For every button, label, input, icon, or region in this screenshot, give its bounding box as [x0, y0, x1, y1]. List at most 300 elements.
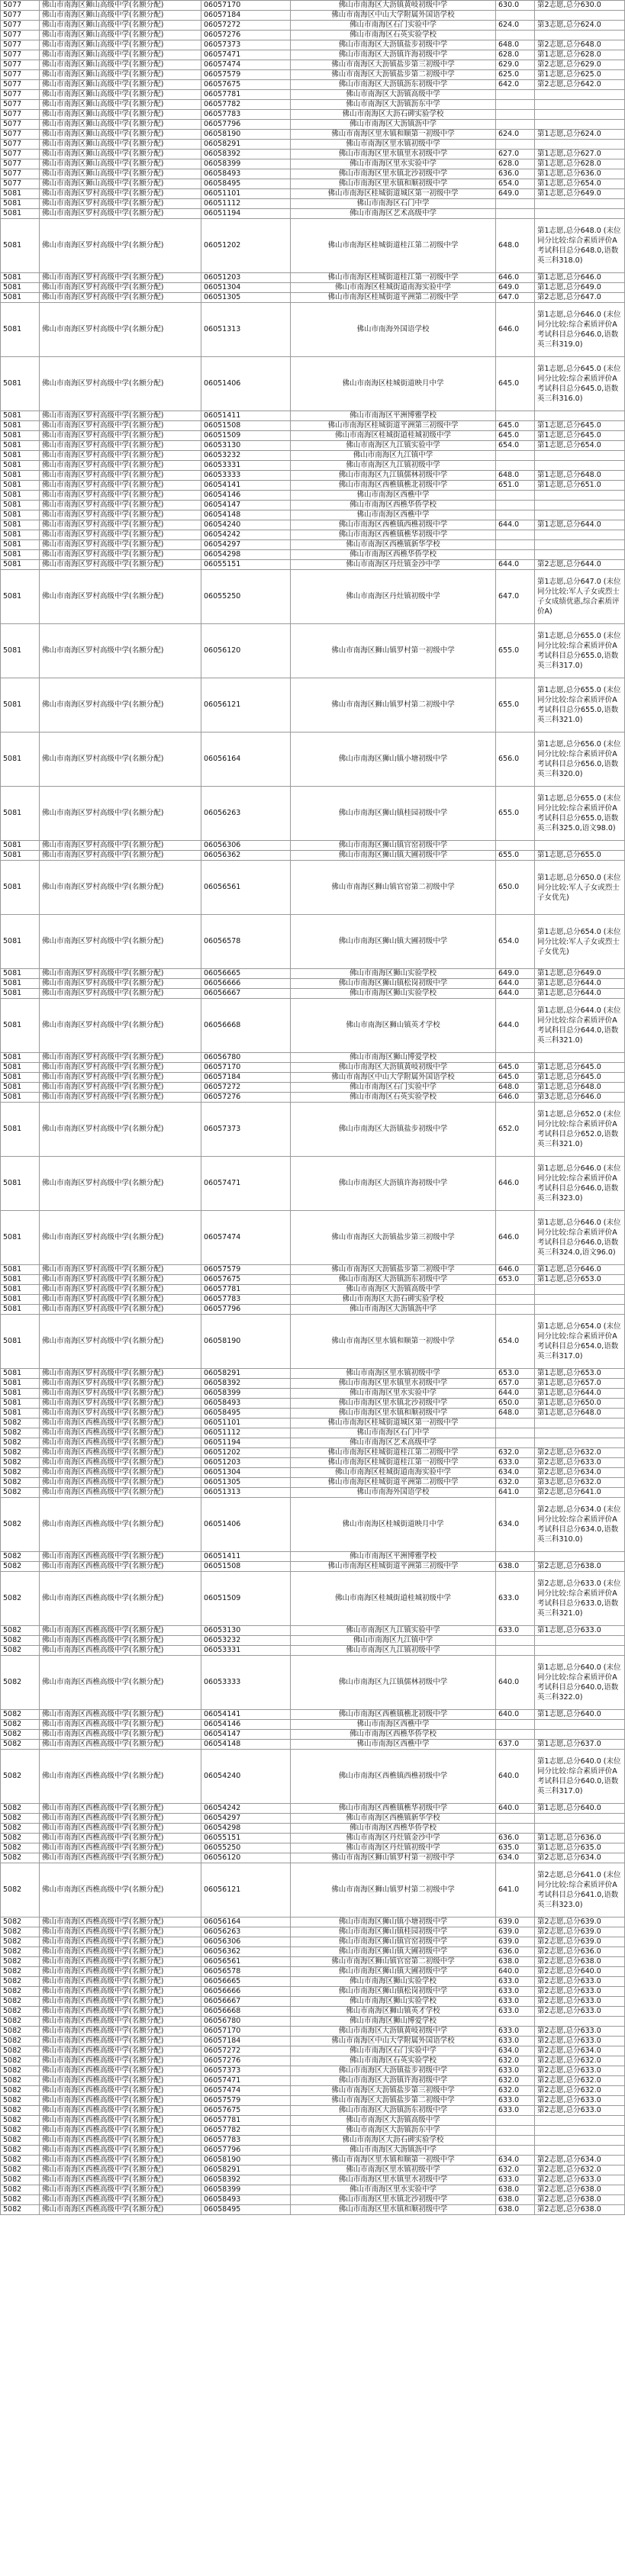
school-code-cell: 5077	[1, 60, 40, 70]
school-code-cell: 5082	[1, 2066, 40, 2076]
high-school-name-cell: 佛山市南海区罗村高级中学(名额分配)	[40, 969, 201, 979]
table-row	[1, 2116, 625, 2126]
table-row	[1, 219, 625, 273]
table-row	[1, 1626, 625, 1636]
junior-school-name-cell: 佛山市南海区大沥镇沥东中学	[291, 2126, 496, 2136]
remark-cell: 第2志愿,总分634.0	[535, 1468, 625, 1478]
score-cell: 648.0	[496, 40, 535, 50]
table-row	[1, 1710, 625, 1720]
remark-cell	[535, 2136, 625, 2146]
school-code-cell: 5082	[1, 1730, 40, 1740]
school-code-cell: 5082	[1, 1997, 40, 2007]
junior-school-code-cell: 06057782	[201, 100, 291, 110]
junior-school-code-cell: 06056666	[201, 979, 291, 989]
junior-school-code-cell: 06051112	[201, 1428, 291, 1438]
high-school-name-cell: 佛山市南海区罗村高级中学(名额分配)	[40, 570, 201, 624]
score-cell	[496, 1730, 535, 1740]
table-row	[1, 199, 625, 209]
high-school-name-cell: 佛山市南海区狮山高级中学(名额分配)	[40, 60, 201, 70]
junior-school-code-cell: 06056561	[201, 861, 291, 915]
school-code-cell: 5082	[1, 1562, 40, 1572]
high-school-name-cell: 佛山市南海区西樵高级中学(名额分配)	[40, 2136, 201, 2146]
school-code-cell: 5081	[1, 357, 40, 411]
remark-cell: 第1志愿,总分653.0	[535, 1275, 625, 1285]
score-cell: 633.0	[496, 2106, 535, 2116]
table-row	[1, 1918, 625, 1927]
remark-cell: 第2志愿,总分638.0	[535, 2205, 625, 2215]
score-cell	[496, 1295, 535, 1305]
junior-school-name-cell: 佛山市南海区大沥镇许海初级中学	[291, 1157, 496, 1211]
score-cell	[496, 510, 535, 520]
junior-school-code-cell: 06057783	[201, 110, 291, 120]
junior-school-code-cell: 06057170	[201, 1063, 291, 1073]
high-school-name-cell: 佛山市南海区罗村高级中学(名额分配)	[40, 851, 201, 861]
school-code-cell: 5081	[1, 1157, 40, 1211]
school-code-cell: 5081	[1, 1389, 40, 1399]
junior-school-name-cell: 佛山市南海区西樵华侨学校	[291, 1824, 496, 1834]
school-code-cell: 5082	[1, 2116, 40, 2126]
junior-school-code-cell: 06053130	[201, 1626, 291, 1636]
remark-cell	[535, 530, 625, 540]
table-row	[1, 273, 625, 283]
junior-school-name-cell: 佛山市南海区里水镇初级中学	[291, 2165, 496, 2175]
junior-school-name-cell: 佛山市南海区里水镇北沙初级中学	[291, 1399, 496, 1409]
high-school-name-cell: 佛山市南海区西樵高级中学(名额分配)	[40, 1977, 201, 1987]
junior-school-name-cell: 佛山市南海区丹灶镇初级中学	[291, 1843, 496, 1853]
score-cell	[496, 2146, 535, 2156]
high-school-name-cell: 佛山市南海区西樵高级中学(名额分配)	[40, 1937, 201, 1947]
score-cell	[496, 209, 535, 219]
junior-school-code-cell: 06054146	[201, 1720, 291, 1730]
score-cell	[496, 841, 535, 851]
junior-school-code-cell: 06056667	[201, 989, 291, 999]
school-code-cell: 5077	[1, 159, 40, 169]
remark-cell: 第2志愿,总分633.0	[535, 2066, 625, 2076]
school-code-cell: 5081	[1, 1093, 40, 1103]
school-code-cell: 5082	[1, 1468, 40, 1478]
high-school-name-cell: 佛山市南海区狮山高级中学(名额分配)	[40, 150, 201, 159]
junior-school-name-cell: 佛山市南海区大沥镇沥东初级中学	[291, 80, 496, 90]
school-code-cell: 5082	[1, 1804, 40, 1814]
junior-school-code-cell: 06058190	[201, 130, 291, 140]
remark-cell: 第1志愿,总分640.0 (末位同分比较:综合素质评价A考试科目总分640.0,语数英三科322.0)	[535, 1656, 625, 1710]
high-school-name-cell: 佛山市南海区罗村高级中学(名额分配)	[40, 733, 201, 787]
table-row	[1, 189, 625, 199]
remark-cell: 第2志愿,总分638.0	[535, 2195, 625, 2205]
remark-cell: 第1志愿,总分624.0	[535, 130, 625, 140]
junior-school-code-cell: 06055250	[201, 570, 291, 624]
high-school-name-cell: 佛山市南海区罗村高级中学(名额分配)	[40, 431, 201, 441]
school-code-cell: 5082	[1, 1740, 40, 1750]
high-school-name-cell: 佛山市南海区罗村高级中学(名额分配)	[40, 1315, 201, 1369]
score-cell: 640.0	[496, 1750, 535, 1804]
junior-school-name-cell: 佛山市南海区狮山实验学校	[291, 989, 496, 999]
junior-school-code-cell: 06054297	[201, 1814, 291, 1824]
junior-school-name-cell: 佛山市南海区狮山镇罗村第一初级中学	[291, 624, 496, 678]
school-code-cell: 5081	[1, 491, 40, 501]
junior-school-code-cell: 06057579	[201, 70, 291, 80]
high-school-name-cell: 佛山市南海区西樵高级中学(名额分配)	[40, 1710, 201, 1720]
score-cell: 633.0	[496, 1997, 535, 2007]
junior-school-name-cell: 佛山市南海区狮山镇罗村第一初级中学	[291, 1853, 496, 1863]
score-cell: 657.0	[496, 1379, 535, 1389]
score-cell: 655.0	[496, 787, 535, 841]
score-cell: 634.0	[496, 2156, 535, 2165]
junior-school-code-cell: 06058291	[201, 1369, 291, 1379]
high-school-name-cell: 佛山市南海区罗村高级中学(名额分配)	[40, 491, 201, 501]
high-school-name-cell: 佛山市南海区罗村高级中学(名额分配)	[40, 1103, 201, 1157]
table-row	[1, 2066, 625, 2076]
junior-school-name-cell: 佛山市南海外国语学校	[291, 303, 496, 357]
score-cell: 633.0	[496, 1987, 535, 1997]
school-code-cell: 5081	[1, 733, 40, 787]
score-cell	[496, 491, 535, 501]
junior-school-name-cell: 佛山市南海区狮山镇大圃初级中学	[291, 1947, 496, 1957]
remark-cell: 第1志愿,总分635.0	[535, 1843, 625, 1853]
junior-school-name-cell: 佛山市南海区西樵镇樵北初级中学	[291, 1710, 496, 1720]
table-row	[1, 1834, 625, 1843]
table-row	[1, 169, 625, 179]
junior-school-code-cell: 06056578	[201, 915, 291, 969]
junior-school-code-cell: 06056164	[201, 733, 291, 787]
junior-school-code-cell: 06058493	[201, 169, 291, 179]
school-code-cell: 5077	[1, 1, 40, 11]
high-school-name-cell: 佛山市南海区罗村高级中学(名额分配)	[40, 1073, 201, 1083]
table-row	[1, 2126, 625, 2136]
table-row	[1, 2165, 625, 2175]
school-code-cell: 5081	[1, 209, 40, 219]
remark-cell: 第2志愿,总分639.0	[535, 1937, 625, 1947]
score-cell: 636.0	[496, 1947, 535, 1957]
school-code-cell: 5082	[1, 1957, 40, 1967]
table-row	[1, 2205, 625, 2215]
table-row	[1, 60, 625, 70]
junior-school-name-cell: 佛山市南海区平洲博雅学校	[291, 411, 496, 421]
remark-cell: 第1志愿,总分627.0	[535, 150, 625, 159]
junior-school-code-cell: 06056561	[201, 1957, 291, 1967]
junior-school-code-cell: 06058495	[201, 179, 291, 189]
remark-cell	[535, 11, 625, 21]
score-cell: 652.0	[496, 1103, 535, 1157]
table-row	[1, 179, 625, 189]
score-cell: 636.0	[496, 169, 535, 179]
junior-school-code-cell: 06057474	[201, 2086, 291, 2096]
school-code-cell: 5082	[1, 1448, 40, 1458]
table-row	[1, 1073, 625, 1083]
junior-school-name-cell: 佛山市南海区西樵镇樵北初级中学	[291, 481, 496, 491]
table-row	[1, 1103, 625, 1157]
high-school-name-cell: 佛山市南海区西樵高级中学(名额分配)	[40, 1927, 201, 1937]
remark-cell	[535, 1295, 625, 1305]
remark-cell: 第1志愿,总分648.0	[535, 1409, 625, 1418]
junior-school-name-cell: 佛山市南海区桂城街道城区第一初级中学	[291, 1418, 496, 1428]
table-row	[1, 1315, 625, 1369]
score-cell: 633.0	[496, 1572, 535, 1626]
score-cell: 646.0	[496, 1265, 535, 1275]
junior-school-name-cell: 佛山市南海区石门实验中学	[291, 2046, 496, 2056]
school-code-cell: 5082	[1, 2126, 40, 2136]
junior-school-name-cell: 佛山市南海区西樵镇新华学校	[291, 1814, 496, 1824]
junior-school-name-cell: 佛山市南海区九江镇初级中学	[291, 461, 496, 471]
junior-school-name-cell: 佛山市南海区狮山镇官窑第二初级中学	[291, 861, 496, 915]
score-cell	[496, 31, 535, 40]
table-row	[1, 550, 625, 560]
table-row	[1, 1957, 625, 1967]
high-school-name-cell: 佛山市南海区罗村高级中学(名额分配)	[40, 560, 201, 570]
table-row	[1, 283, 625, 293]
junior-school-code-cell: 06057276	[201, 2056, 291, 2066]
high-school-name-cell: 佛山市南海区狮山高级中学(名额分配)	[40, 110, 201, 120]
score-cell	[496, 1438, 535, 1448]
remark-cell: 第2志愿,总分633.0	[535, 1987, 625, 1997]
high-school-name-cell: 佛山市南海区罗村高级中学(名额分配)	[40, 999, 201, 1053]
high-school-name-cell: 佛山市南海区西樵高级中学(名额分配)	[40, 1498, 201, 1552]
high-school-name-cell: 佛山市南海区西樵高级中学(名额分配)	[40, 1562, 201, 1572]
junior-school-code-cell: 06057373	[201, 2066, 291, 2076]
remark-cell: 第1志愿,总分646.0	[535, 1265, 625, 1275]
table-row	[1, 989, 625, 999]
remark-cell: 第1志愿,总分656.0 (末位同分比较:综合素质评价A考试科目总分656.0,语数英三科320.0)	[535, 733, 625, 787]
school-code-cell: 5082	[1, 1498, 40, 1552]
remark-cell: 第1志愿,总分628.0	[535, 159, 625, 169]
junior-school-code-cell: 06051101	[201, 1418, 291, 1428]
school-code-cell: 5082	[1, 2037, 40, 2046]
remark-cell	[535, 110, 625, 120]
junior-school-name-cell: 佛山市南海区大沥镇盐步第二初级中学	[291, 2096, 496, 2106]
table-row	[1, 1814, 625, 1824]
table-row	[1, 1572, 625, 1626]
school-code-cell: 5082	[1, 1834, 40, 1843]
score-cell: 628.0	[496, 159, 535, 169]
high-school-name-cell: 佛山市南海区罗村高级中学(名额分配)	[40, 481, 201, 491]
high-school-name-cell: 佛山市南海区罗村高级中学(名额分配)	[40, 520, 201, 530]
table-row	[1, 421, 625, 431]
junior-school-code-cell: 06058392	[201, 150, 291, 159]
table-row	[1, 1063, 625, 1073]
high-school-name-cell: 佛山市南海区西樵高级中学(名额分配)	[40, 1730, 201, 1740]
junior-school-name-cell: 佛山市南海区丹灶镇金沙中学	[291, 560, 496, 570]
school-code-cell: 5081	[1, 851, 40, 861]
table-row	[1, 501, 625, 510]
remark-cell	[535, 1418, 625, 1428]
table-row	[1, 357, 625, 411]
score-cell: 654.0	[496, 915, 535, 969]
remark-cell: 第1志愿,总分646.0 (末位同分比较:综合素质评价A考试科目总分646.0,语数英三科319.0)	[535, 303, 625, 357]
junior-school-name-cell: 佛山市南海区狮山镇大圃初级中学	[291, 915, 496, 969]
remark-cell: 第1志愿,总分644.0	[535, 520, 625, 530]
score-cell	[496, 540, 535, 550]
high-school-name-cell: 佛山市南海区狮山高级中学(名额分配)	[40, 100, 201, 110]
score-cell: 634.0	[496, 1468, 535, 1478]
table-row	[1, 441, 625, 451]
high-school-name-cell: 佛山市南海区西樵高级中学(名额分配)	[40, 1438, 201, 1448]
table-row	[1, 1458, 625, 1468]
school-code-cell: 5081	[1, 969, 40, 979]
score-cell: 651.0	[496, 481, 535, 491]
junior-school-code-cell: 06055151	[201, 560, 291, 570]
junior-school-name-cell: 佛山市南海区桂城街道桂城初级中学	[291, 1572, 496, 1626]
school-code-cell: 5082	[1, 1636, 40, 1646]
table-row	[1, 2017, 625, 2027]
school-code-cell: 5082	[1, 1656, 40, 1710]
junior-school-name-cell: 佛山市南海区里水实验中学	[291, 2185, 496, 2195]
junior-school-code-cell: 06058495	[201, 2205, 291, 2215]
school-code-cell: 5082	[1, 2146, 40, 2156]
high-school-name-cell: 佛山市南海区罗村高级中学(名额分配)	[40, 283, 201, 293]
table-row	[1, 1804, 625, 1814]
score-cell: 640.0	[496, 1710, 535, 1720]
high-school-name-cell: 佛山市南海区罗村高级中学(名额分配)	[40, 678, 201, 733]
remark-cell	[535, 120, 625, 130]
score-cell: 636.0	[496, 1834, 535, 1843]
school-code-cell: 5077	[1, 100, 40, 110]
high-school-name-cell: 佛山市南海区西樵高级中学(名额分配)	[40, 1572, 201, 1626]
remark-cell: 第2志愿,总分633.0	[535, 1458, 625, 1468]
score-cell: 645.0	[496, 421, 535, 431]
score-cell	[496, 1552, 535, 1562]
score-cell: 644.0	[496, 560, 535, 570]
high-school-name-cell: 佛山市南海区罗村高级中学(名额分配)	[40, 624, 201, 678]
high-school-name-cell: 佛山市南海区罗村高级中学(名额分配)	[40, 915, 201, 969]
junior-school-code-cell: 06057782	[201, 2126, 291, 2136]
junior-school-code-cell: 06051203	[201, 1458, 291, 1468]
junior-school-name-cell: 佛山市南海区大沥镇盐步初级中学	[291, 2066, 496, 2076]
table-row	[1, 1295, 625, 1305]
school-code-cell: 5081	[1, 421, 40, 431]
junior-school-name-cell: 佛山市南海区大沥镇盐步第二初级中学	[291, 70, 496, 80]
high-school-name-cell: 佛山市南海区罗村高级中学(名额分配)	[40, 1265, 201, 1275]
table-row	[1, 1740, 625, 1750]
table-row	[1, 2037, 625, 2046]
high-school-name-cell: 佛山市南海区西樵高级中学(名额分配)	[40, 1458, 201, 1468]
junior-school-code-cell: 06054297	[201, 540, 291, 550]
score-cell	[496, 1418, 535, 1428]
school-code-cell: 5081	[1, 550, 40, 560]
remark-cell: 第2志愿,总分634.0	[535, 2046, 625, 2056]
high-school-name-cell: 佛山市南海区罗村高级中学(名额分配)	[40, 510, 201, 520]
school-code-cell: 5081	[1, 1399, 40, 1409]
junior-school-code-cell: 06057781	[201, 1285, 291, 1295]
score-cell: 648.0	[496, 1409, 535, 1418]
school-code-cell: 5082	[1, 2096, 40, 2106]
school-code-cell: 5082	[1, 2086, 40, 2096]
junior-school-name-cell: 佛山市南海区里水镇北沙初级中学	[291, 169, 496, 179]
junior-school-name-cell: 佛山市南海区西樵中学	[291, 1720, 496, 1730]
junior-school-name-cell: 佛山市南海区桂城街道平洲第三初级中学	[291, 1562, 496, 1572]
table-row	[1, 733, 625, 787]
remark-cell: 第3志愿,总分624.0	[535, 21, 625, 31]
score-cell	[496, 1636, 535, 1646]
school-code-cell: 5082	[1, 2165, 40, 2175]
school-code-cell: 5082	[1, 1977, 40, 1987]
remark-cell: 第1志愿,总分651.0	[535, 481, 625, 491]
high-school-name-cell: 佛山市南海区西樵高级中学(名额分配)	[40, 1957, 201, 1967]
junior-school-code-cell: 06057471	[201, 1157, 291, 1211]
remark-cell	[535, 90, 625, 100]
score-cell: 625.0	[496, 70, 535, 80]
score-cell	[496, 550, 535, 560]
junior-school-name-cell: 佛山市南海区里水镇里水初级中学	[291, 1379, 496, 1389]
junior-school-name-cell: 佛山市南海区狮山镇大圃初级中学	[291, 851, 496, 861]
junior-school-code-cell: 06058392	[201, 2175, 291, 2185]
high-school-name-cell: 佛山市南海区罗村高级中学(名额分配)	[40, 1379, 201, 1389]
school-code-cell: 5081	[1, 1379, 40, 1389]
school-code-cell: 5081	[1, 570, 40, 624]
table-row	[1, 1562, 625, 1572]
table-row	[1, 451, 625, 461]
score-cell: 630.0	[496, 1, 535, 11]
table-row	[1, 2007, 625, 2017]
junior-school-name-cell: 佛山市南海区大沥镇许海初级中学	[291, 50, 496, 60]
remark-cell	[535, 1305, 625, 1315]
junior-school-code-cell: 06057184	[201, 1073, 291, 1083]
score-cell: 633.0	[496, 2066, 535, 2076]
junior-school-code-cell: 06051305	[201, 293, 291, 303]
school-code-cell: 5081	[1, 841, 40, 851]
junior-school-name-cell: 佛山市南海区西樵镇西樵初级中学	[291, 1750, 496, 1804]
table-row	[1, 1448, 625, 1458]
junior-school-name-cell: 佛山市南海区桂城街道映月中学	[291, 357, 496, 411]
junior-school-code-cell: 06055250	[201, 1843, 291, 1853]
school-code-cell: 5081	[1, 481, 40, 491]
remark-cell: 第2志愿,总分648.0	[535, 40, 625, 50]
score-cell: 644.0	[496, 979, 535, 989]
remark-cell: 第1志愿,总分645.0	[535, 431, 625, 441]
table-row	[1, 1987, 625, 1997]
table-row	[1, 861, 625, 915]
high-school-name-cell: 佛山市南海区西樵高级中学(名额分配)	[40, 2146, 201, 2156]
junior-school-name-cell: 佛山市南海区桂城街道平洲第三初级中学	[291, 421, 496, 431]
table-row	[1, 1399, 625, 1409]
score-cell: 650.0	[496, 1399, 535, 1409]
school-code-cell: 5082	[1, 2046, 40, 2056]
table-row	[1, 1552, 625, 1562]
junior-school-code-cell: 06053232	[201, 1636, 291, 1646]
junior-school-code-cell: 06056120	[201, 1853, 291, 1863]
junior-school-code-cell: 06057579	[201, 1265, 291, 1275]
high-school-name-cell: 佛山市南海区西樵高级中学(名额分配)	[40, 2175, 201, 2185]
high-school-name-cell: 佛山市南海区罗村高级中学(名额分配)	[40, 461, 201, 471]
high-school-name-cell: 佛山市南海区罗村高级中学(名额分配)	[40, 303, 201, 357]
score-cell: 646.0	[496, 1093, 535, 1103]
school-code-cell: 5077	[1, 90, 40, 100]
junior-school-name-cell: 佛山市南海区九江镇实验中学	[291, 1626, 496, 1636]
remark-cell	[535, 841, 625, 851]
school-code-cell: 5081	[1, 1265, 40, 1275]
school-code-cell: 5082	[1, 1918, 40, 1927]
high-school-name-cell: 佛山市南海区西樵高级中学(名额分配)	[40, 1804, 201, 1814]
junior-school-name-cell: 佛山市南海区石英实验学校	[291, 1093, 496, 1103]
score-cell	[496, 140, 535, 150]
junior-school-code-cell: 06058493	[201, 1399, 291, 1409]
score-cell	[496, 451, 535, 461]
table-row	[1, 1285, 625, 1295]
high-school-name-cell: 佛山市南海区罗村高级中学(名额分配)	[40, 979, 201, 989]
junior-school-name-cell: 佛山市南海区狮山镇罗村第二初级中学	[291, 1863, 496, 1918]
high-school-name-cell: 佛山市南海区西樵高级中学(名额分配)	[40, 1468, 201, 1478]
remark-cell: 第2志愿,总分638.0	[535, 2185, 625, 2195]
high-school-name-cell: 佛山市南海区西樵高级中学(名额分配)	[40, 2076, 201, 2086]
remark-cell	[535, 1552, 625, 1562]
school-code-cell: 5077	[1, 11, 40, 21]
table-row	[1, 70, 625, 80]
score-cell: 633.0	[496, 1977, 535, 1987]
junior-school-name-cell: 佛山市南海区西樵华侨学校	[291, 550, 496, 560]
high-school-name-cell: 佛山市南海区西樵高级中学(名额分配)	[40, 2126, 201, 2136]
junior-school-name-cell: 佛山市南海区桂城街道平洲第二初级中学	[291, 293, 496, 303]
junior-school-code-cell: 06053130	[201, 441, 291, 451]
junior-school-name-cell: 佛山市南海区狮山镇小塘初级中学	[291, 733, 496, 787]
